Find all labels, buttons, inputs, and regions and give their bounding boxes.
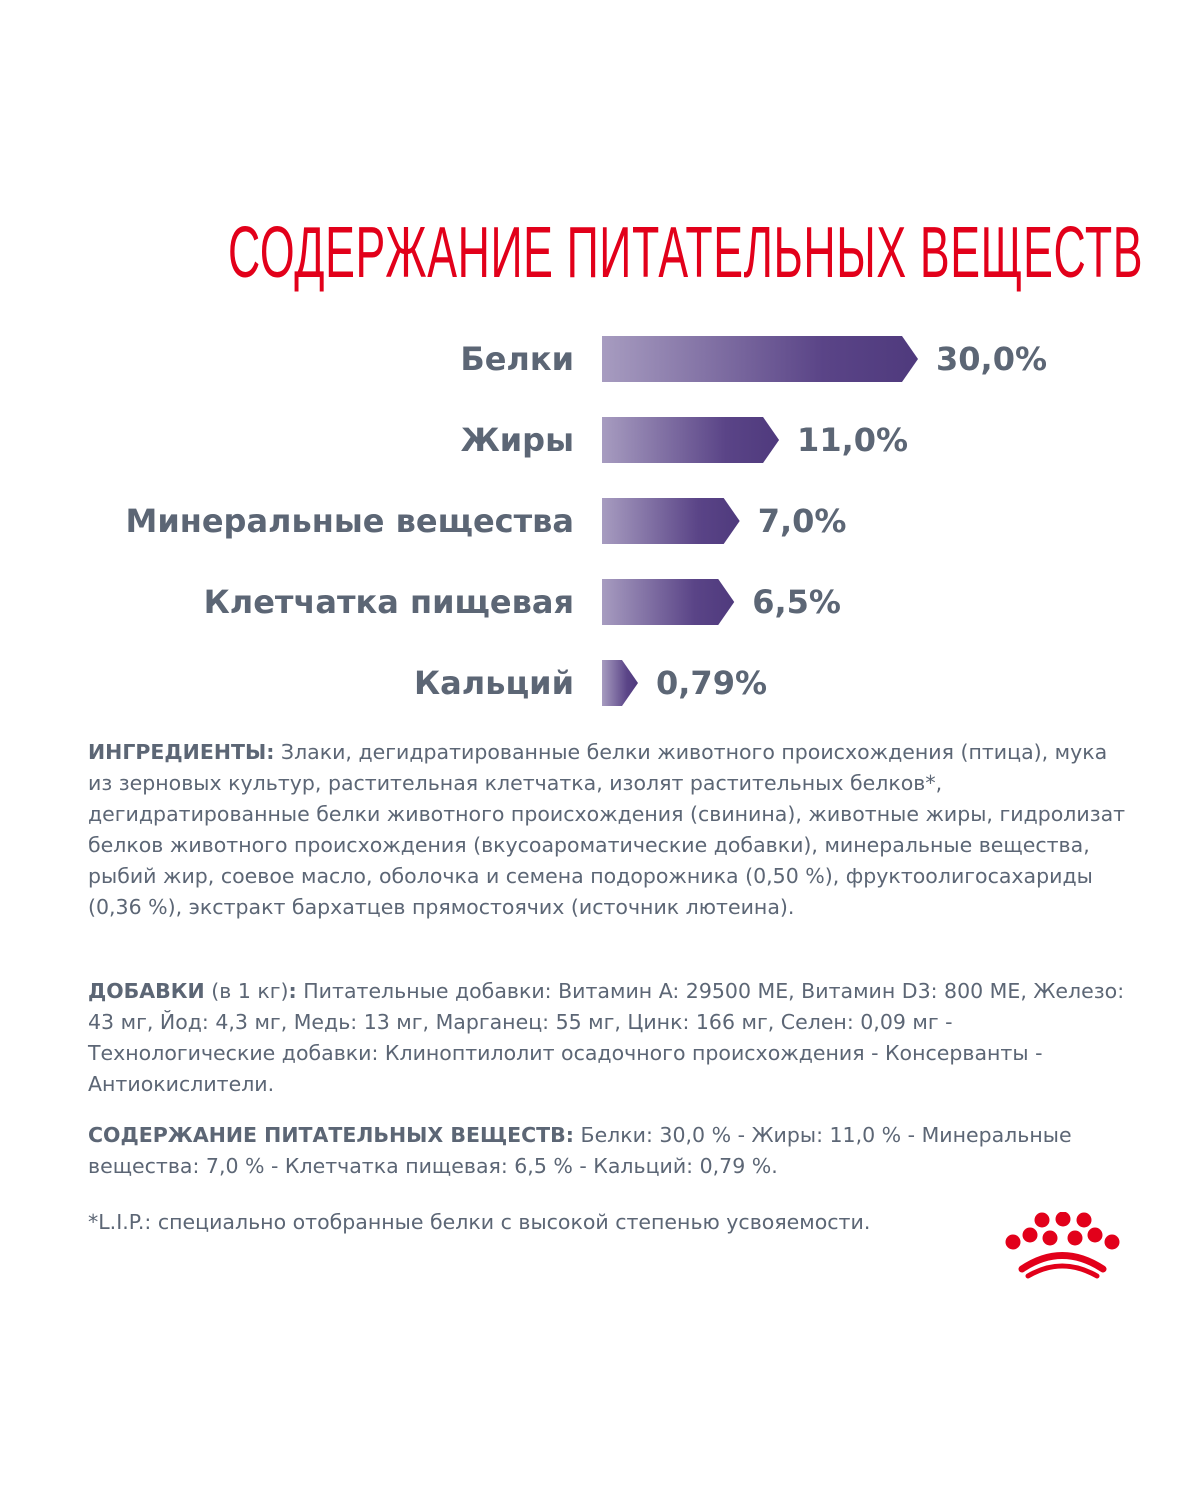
ingredients-heading: ИНГРЕДИЕНТЫ: [88, 740, 275, 764]
category-label: Жиры [460, 421, 574, 459]
category-label: Минеральные вещества [125, 502, 574, 540]
nutrients-text [88, 1120, 1128, 1182]
footnote: *L.I.P.: специально отобранные белки с высокой степенью усвояемости. [88, 1210, 871, 1234]
value-label: 30,0% [936, 340, 1048, 378]
additives-heading: ДОБАВКИ [88, 979, 205, 1003]
bar-1 [602, 336, 918, 382]
category-label: Клетчатка пищевая [203, 583, 574, 621]
ingredients-body: Злаки, дегидратированные белки животного происхождения (птица), мука из зерновых культур, растительная клетчатка, изолят растительных белков*, дегидратированные белки животного происхождения (свинина), животные жиры, гидролизат белков животного происхождения (вкусоароматические добавки), минеральные вещества, рыбий жир, соевое масло, оболочка и семена подорожника (0,50 %), фруктоолигосахариды (0,36 %), экстракт бархатцев прямостоячих (источник лютеина). [88, 740, 1126, 919]
value-label: 0,79% [656, 664, 768, 702]
nutrient-bar-chart [0, 320, 1200, 720]
bar-4 [602, 579, 734, 625]
value-label: 7,0% [757, 502, 847, 540]
bar-3 [602, 498, 740, 544]
additives-colon: : [288, 979, 297, 1003]
royal-crown-icon [1000, 1212, 1125, 1282]
nutrients-body: Белки: 30,0 % - Жиры: 11,0 % - Минеральные вещества: 7,0 % - Клетчатка пищевая: 6,5 % - Кальций: 0,79 %. [88, 1123, 1072, 1178]
bar-2 [602, 417, 779, 463]
value-label: 6,5% [752, 583, 841, 621]
page-title: СОДЕРЖАНИЕ ПИТАТЕЛЬНЫХ ВЕЩЕСТВ [228, 213, 1144, 293]
category-label: Кальций [414, 664, 574, 702]
value-label: 11,0% [797, 421, 909, 459]
additives-text [88, 976, 1128, 1100]
bar-5 [602, 660, 638, 706]
category-label: Белки [460, 340, 574, 378]
additives-body: Питательные добавки: Витамин A: 29500 МЕ, Витамин D3: 800 МЕ, Железо: 43 мг, Йод: 4,3 мг, Медь: 13 мг, Марганец: 55 мг, Цинк: 166 мг, Селен: 0,09 мг - Технологические добавки: Клиноптилолит осадочного происхождения - Консерванты - Антиокислители. [88, 979, 1125, 1096]
nutrients-heading: СОДЕРЖАНИЕ ПИТАТЕЛЬНЫХ ВЕЩЕСТВ: [88, 1123, 574, 1147]
ingredients-text [88, 737, 1128, 923]
additives-unit: (в 1 кг) [204, 979, 289, 1003]
